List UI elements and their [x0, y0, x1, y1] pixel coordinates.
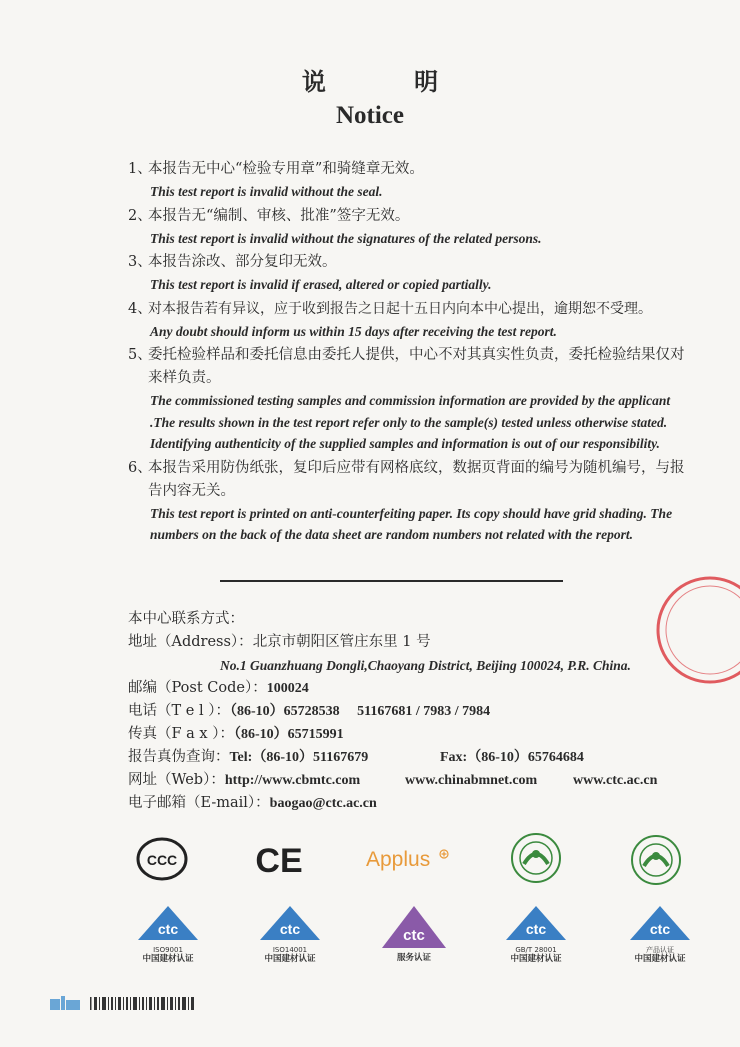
- environmental-label-seal: [630, 834, 682, 890]
- contact-heading: 本中心联系方式：: [128, 611, 244, 627]
- notice-chinese: 本报告无“编制、审核、批准”签字无效。: [148, 207, 410, 224]
- postcode-value: 100024: [266, 681, 309, 696]
- web-link-1[interactable]: http://www.cbmtc.com: [224, 773, 361, 788]
- web-link-2[interactable]: www.chinabmnet.com: [405, 773, 538, 788]
- notice-item: [128, 457, 698, 546]
- ce-logo: [256, 842, 302, 880]
- notice-item: [128, 344, 698, 455]
- notice-number: 1、: [128, 161, 152, 177]
- web-line: [128, 769, 708, 792]
- notice-english: This test report is invalid if erased, altered or copied partially.: [150, 277, 492, 292]
- web-link-3[interactable]: www.ctc.ac.cn: [573, 773, 658, 788]
- notice-english: This test report is printed on anti-counterfeiting paper. Its copy should have grid shading. The numbers on the back of the data sheet are random numbers not related with the report.: [150, 505, 673, 542]
- ctc-service-cert-mark: [374, 904, 454, 963]
- notice-number: 3、: [128, 254, 152, 270]
- address-label: 地址（Address）：: [128, 634, 253, 650]
- email-line: [128, 792, 708, 815]
- barcode-strip: [50, 996, 200, 1010]
- ctc-iso9001-mark: [128, 904, 208, 964]
- cert-line2: 中国建材认证: [510, 954, 562, 964]
- notice-chinese: 本报告采用防伪纸张，复印后应带有网格底纹，数据页背面的编号为随机编号，与报告内容无关。: [148, 459, 685, 499]
- fax-line: [128, 723, 708, 746]
- notice-english: This test report is invalid without the signatures of the related persons.: [150, 230, 542, 246]
- verify-line: [128, 746, 708, 769]
- web-label: 网址（Web）：: [128, 772, 225, 788]
- environmental-label-seal: [510, 832, 562, 888]
- notice-chinese: 对本报告若有异议，应于收到报告之日起十五日内向本中心提出，逾期恕不受理。: [148, 300, 652, 317]
- notice-number: 5、: [128, 347, 152, 363]
- notice-chinese: 本报告无中心“检验专用章”和骑缝章无效。: [148, 161, 424, 177]
- notice-item: [128, 298, 698, 343]
- verify-tel: Tel:（86-10）51167679: [229, 750, 369, 765]
- address-chinese: 北京市朝阳区管庄东里 1 号: [252, 634, 431, 650]
- red-seal-stamp: [650, 570, 740, 690]
- notice-chinese: 委托检验样品和委托信息由委托人提供，中心不对其真实性负责，委托检验结果仅对来样负责。: [148, 347, 685, 386]
- cert-line1: GB/T 28001: [515, 946, 557, 954]
- contact-section: [128, 608, 708, 815]
- ctc-mark-text: ctc: [157, 921, 179, 937]
- cert-line2: 中国建材认证: [634, 954, 686, 964]
- email-label: 电子邮箱（E-mail）：: [128, 795, 270, 811]
- cert-line1: 产品认证: [646, 946, 674, 954]
- cert-line2: 中国建材认证: [264, 954, 316, 964]
- verify-fax: Fax:（86-10）65764684: [440, 750, 584, 765]
- ctc-mark-text: ctc: [525, 921, 547, 937]
- ctc-iso14001-mark: [250, 904, 330, 964]
- ctc-gbt28001-mark: [496, 904, 576, 964]
- notice-number: 4、: [128, 300, 152, 317]
- ce-text: CE: [256, 842, 302, 876]
- ctc-mark-text: ctc: [649, 921, 671, 937]
- notice-item: [128, 251, 698, 296]
- postcode-label: 邮编（Post Code）：: [128, 680, 267, 696]
- tel-line: [128, 700, 708, 723]
- notice-english: This test report is invalid without the seal.: [150, 184, 383, 199]
- notice-item: [128, 158, 698, 203]
- tel-label: 电话（T e l ）：: [128, 703, 230, 719]
- cert-line1: ISO14001: [272, 946, 308, 954]
- ctc-product-cert-mark: [620, 904, 700, 964]
- email-value[interactable]: baogao@ctc.ac.cn: [269, 796, 377, 811]
- notice-english: Any doubt should inform us within 15 days after receiving the test report.: [150, 323, 557, 339]
- title-english: Notice: [335, 102, 405, 129]
- notice-english: The commissioned testing samples and commission information are provided by the applicant .The results shown in the test report refer only to the sample(s) tested unless otherwise stated. Identifying authenticity of the supplied samples and information is out of our responsibility.: [150, 393, 671, 451]
- ccc-text: CCC: [146, 852, 178, 868]
- tel-value: （86-10）65728538 51167681 / 7983 / 7984: [229, 704, 491, 719]
- title-chinese: 说 明: [301, 67, 479, 96]
- ctc-mark-text: ctc: [279, 921, 301, 937]
- address-english: No.1 Guanzhuang Dongli,Chaoyang District, Beijing 100024, P.R. China.: [220, 658, 631, 673]
- cert-line2: 服务认证: [396, 953, 431, 963]
- applus-text: Applus: [366, 848, 431, 871]
- postcode-line: [128, 677, 708, 700]
- notice-item: [128, 205, 698, 250]
- cert-line1: ISO9001: [153, 946, 183, 954]
- notice-number: 2、: [128, 207, 152, 224]
- notice-chinese: 本报告涂改、部分复印无效。: [148, 254, 337, 270]
- ccc-logo: [136, 836, 188, 886]
- address-line: [128, 631, 708, 654]
- notice-number: 6、: [128, 459, 152, 476]
- applus-logo: [366, 844, 452, 878]
- fax-label: 传真（F a x ）：: [128, 726, 234, 742]
- fax-value: （86-10）65715991: [233, 727, 344, 742]
- verify-label: 报告真伪查询：: [128, 749, 230, 765]
- ctc-mark-text: ctc: [403, 927, 425, 944]
- cert-line2: 中国建材认证: [142, 954, 194, 964]
- notice-list: [128, 158, 698, 548]
- divider-line: [220, 580, 563, 582]
